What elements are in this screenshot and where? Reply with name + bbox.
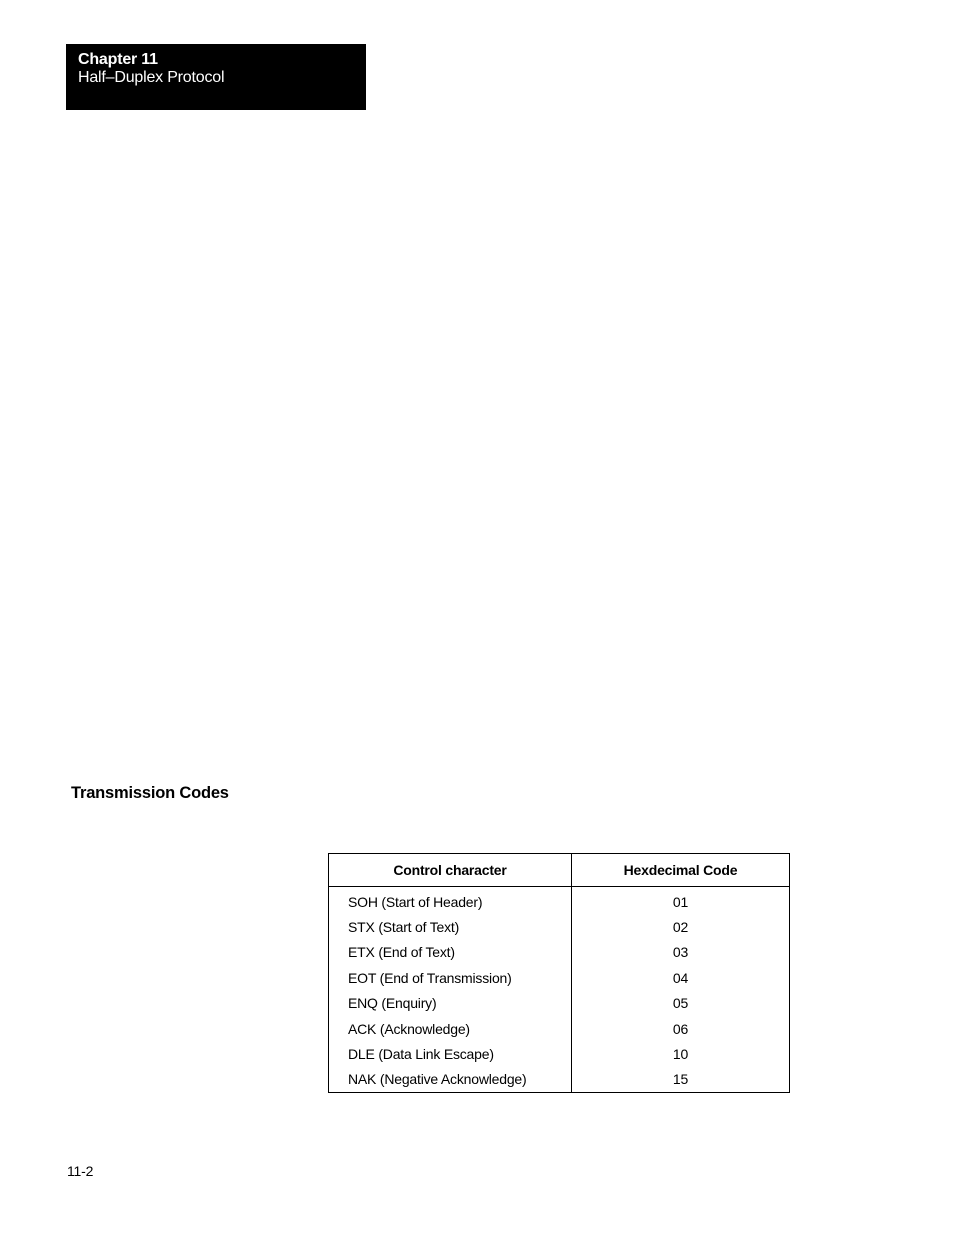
table-row (329, 1016, 790, 1041)
control-character-cell: ENQ (Enquiry) (329, 991, 572, 1016)
control-character-cell: SOH (Start of Header) (329, 887, 572, 915)
hex-code-cell: 02 (572, 914, 790, 939)
hex-code-cell: 03 (572, 940, 790, 965)
table-row (329, 965, 790, 990)
table-row (329, 887, 790, 915)
hex-code-cell: 06 (572, 1016, 790, 1041)
control-character-cell: STX (Start of Text) (329, 914, 572, 939)
hex-code-cell: 10 (572, 1041, 790, 1066)
control-character-cell: EOT (End of Transmission) (329, 965, 572, 990)
hex-code-cell: 05 (572, 991, 790, 1016)
chapter-title: Half–Duplex Protocol (78, 69, 225, 86)
hex-code-cell: 01 (572, 887, 790, 915)
table-row (329, 914, 790, 939)
control-character-cell: ETX (End of Text) (329, 940, 572, 965)
table-row (329, 940, 790, 965)
table-row (329, 1041, 790, 1066)
chapter-header (66, 44, 366, 110)
column-header-control-character: Control character (329, 854, 572, 887)
control-character-cell: NAK (Negative Acknowledge) (329, 1067, 572, 1093)
hex-code-cell: 04 (572, 965, 790, 990)
control-character-cell: DLE (Data Link Escape) (329, 1041, 572, 1066)
table-header-row (329, 854, 790, 887)
transmission-codes-table (328, 853, 790, 1093)
hex-code-cell: 15 (572, 1067, 790, 1093)
control-character-cell: ACK (Acknowledge) (329, 1016, 572, 1041)
page-number: 11-2 (67, 1163, 94, 1179)
table-row (329, 1067, 790, 1093)
column-header-hex-code: Hexdecimal Code (572, 854, 790, 887)
table-row (329, 991, 790, 1016)
chapter-label: Chapter 11 (78, 51, 158, 68)
section-heading: Transmission Codes (71, 784, 229, 802)
